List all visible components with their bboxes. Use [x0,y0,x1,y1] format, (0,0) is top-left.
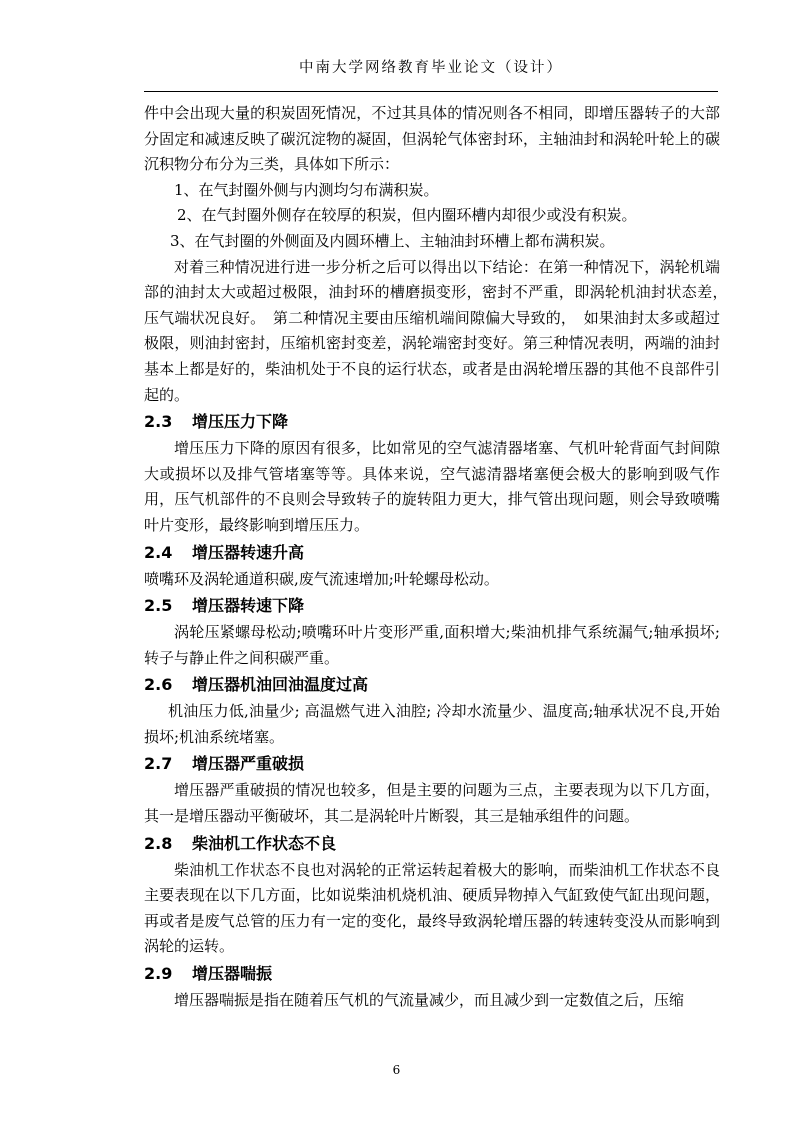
section-2-7-text: 增压器严重破损的情况也较多，但是主要的问题为三点，主要表现为以下几方面，其一是增压器动平衡破坏，其二是涡轮叶片断裂，其三是轴承组件的问题。 [144,781,720,826]
section-2-4-text: 喷嘴环及涡轮通道积碳,废气流速增加;叶轮螺母松动。 [144,569,499,588]
section-2-3-text: 增压压力下降的原因有很多，比如常见的空气滤清器堵塞、气机叶轮背面气封间隙大或损坏以及排气管堵塞等等。具体来说，空气滤清器堵塞便会极大的影响到吸气作用，压气机部件的不良则会导致转子的旋转阻力更大，排气管出现问题，则会导致喷嘴叶片变形，最终影响到增压压力。 [144,439,720,534]
section-2-9-text: 增压器喘振是指在随着压气机的气流量减少，而且减少到一定数值之后，压缩 [174,991,685,1010]
section-heading-2-6: 2.6 增压器机油回油温度过高 [144,675,369,695]
paragraph-intro: 件中会出现大量的积炭固死情况，不过其具体的情况则各不相同，即增压器转子的大部分固定和减速反映了碳沉淀物的凝固，但涡轮气体密封环，主轴油封和涡轮叶轮上的碳沉积物分布分为三类，具体如下所示： [144,104,720,174]
section-heading-2-3: 2.3 增压压力下降 [144,412,289,432]
section-2-8-text: 柴油机工作状态不良也对涡轮的正常运转起着极大的影响，而柴油机工作状态不良主要表现在以下几方面，比如说柴油机烧机油、硬质异物掉入气缸致使气缸出现问题，再或者是废气总管的压力有一定的变化，最终导致涡轮增压器的转速转变没从而影响到涡轮的运转。 [144,860,720,956]
list-item-1: 1、在气封圈外侧与内测均匀布满积炭。 [174,180,439,199]
section-2-6-text: 机油压力低,油量少; 高温燃气进入油腔; 冷却水流量少、温度高;轴承状况不良,开始损坏;机油系统堵塞。 [144,702,720,746]
paragraph-conclusion: 对着三种情况进行进一步分析之后可以得出以下结论：在第一种情况下，涡轮机端部的油封太大或超过极限，油封环的槽磨损变形，密封不严重，即涡轮机油封状态差， 压气端状况良好。 第二种情况主要由压缩机端间隙偏大导致的， 如果油封太多或超过极限，则油封密封，压缩机密封变差，涡轮端密封变好。第三种情况表明，两端的油封基本上都是好的，柴油机处于不良的运行状态，或者是由涡轮增压器的其他不良部件引起的。 [144,257,736,404]
section-2-5-text: 涡轮压紧螺母松动;喷嘴环叶片变形严重,面积增大;柴油机排气系统漏气;轴承损坏;转子与静止件之间积碳严重。 [144,623,720,667]
list-item-2: 2、在气封圈外侧存在较厚的积炭，但内圈环槽内却很少或没有积炭。 [177,206,637,225]
section-heading-2-5: 2.5 增压器转速下降 [144,596,305,616]
header-divider [144,91,718,92]
section-heading-2-9: 2.9 增压器喘振 [144,964,273,984]
section-heading-2-8: 2.8 柴油机工作状态不良 [144,833,337,853]
list-item-3: 3、在气封圈的外侧面及内圆环槽上、主轴油封环槽上都布满积炭。 [170,231,615,250]
section-heading-2-7: 2.7 增压器严重破损 [144,754,305,774]
section-heading-2-4: 2.4 增压器转速升高 [144,542,305,562]
page-header-title: 中南大学网络教育毕业论文（设计） [299,60,563,76]
body-content [144,101,736,1014]
page-number: 6 [392,1063,401,1077]
